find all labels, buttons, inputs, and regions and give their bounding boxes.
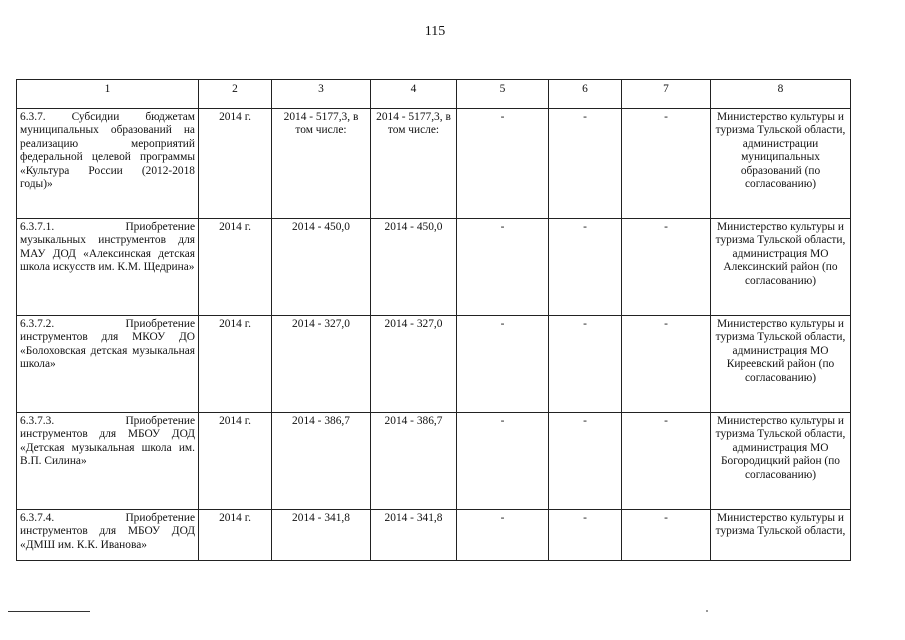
funding-source-cell: 2014 - 341,8 bbox=[371, 510, 457, 561]
executor-cell: Министерство культуры и туризма Тульской области, администрация МО Киреевский район (по согласованию) bbox=[711, 316, 851, 413]
funding-cell: - bbox=[622, 316, 711, 413]
program-table bbox=[16, 79, 851, 561]
funding-cell: - bbox=[549, 413, 622, 510]
funding-cell: - bbox=[622, 109, 711, 219]
funding-source-cell: 2014 - 5177,3, в том числе: bbox=[371, 109, 457, 219]
period-cell: 2014 г. bbox=[199, 219, 272, 316]
funding-source-cell: 2014 - 450,0 bbox=[371, 219, 457, 316]
table-row bbox=[17, 219, 851, 316]
table-row bbox=[17, 510, 851, 561]
funding-total-cell: 2014 - 450,0 bbox=[272, 219, 371, 316]
funding-cell: - bbox=[457, 413, 549, 510]
funding-source-cell: 2014 - 327,0 bbox=[371, 316, 457, 413]
period-cell: 2014 г. bbox=[199, 413, 272, 510]
funding-cell: - bbox=[457, 510, 549, 561]
measure-cell: 6.3.7.2. Приобретение инструментов для МКОУ ДО «Болоховская детская музыкальная школа» bbox=[17, 316, 199, 413]
funding-cell: - bbox=[457, 109, 549, 219]
column-header: 4 bbox=[371, 80, 457, 109]
table-row bbox=[17, 413, 851, 510]
funding-cell: - bbox=[622, 510, 711, 561]
measure-cell: 6.3.7.4. Приобретение инструментов для МБОУ ДОД «ДМШ им. К.К. Иванова» bbox=[17, 510, 199, 561]
measure-cell: 6.3.7.1. Приобретение музыкальных инструментов для МАУ ДОД «Алексинская детская школа искусств им. К.М. Щедрина» bbox=[17, 219, 199, 316]
table-row bbox=[17, 316, 851, 413]
column-header: 1 bbox=[17, 80, 199, 109]
period-cell: 2014 г. bbox=[199, 510, 272, 561]
executor-cell: Министерство культуры и туризма Тульской области, администрация МО Алексинский район (по согласованию) bbox=[711, 219, 851, 316]
funding-cell: - bbox=[622, 413, 711, 510]
column-header: 6 bbox=[549, 80, 622, 109]
funding-cell: - bbox=[622, 219, 711, 316]
funding-cell: - bbox=[549, 219, 622, 316]
funding-total-cell: 2014 - 341,8 bbox=[272, 510, 371, 561]
funding-cell: - bbox=[549, 316, 622, 413]
funding-cell: - bbox=[549, 109, 622, 219]
page-number: 115 bbox=[424, 24, 446, 39]
measure-cell: 6.3.7. Субсидии бюджетам муниципальных образований на реализацию мероприятий федеральной целевой программы «Культура России (2012-2018 годы)» bbox=[17, 109, 199, 219]
executor-cell: Министерство культуры и туризма Тульской области, bbox=[711, 510, 851, 561]
table-row bbox=[17, 109, 851, 219]
funding-total-cell: 2014 - 386,7 bbox=[272, 413, 371, 510]
funding-total-cell: 2014 - 5177,3, в том числе: bbox=[272, 109, 371, 219]
scan-speck bbox=[706, 610, 708, 612]
period-cell: 2014 г. bbox=[199, 109, 272, 219]
funding-cell: - bbox=[457, 316, 549, 413]
funding-cell: - bbox=[549, 510, 622, 561]
column-header: 8 bbox=[711, 80, 851, 109]
executor-cell: Министерство культуры и туризма Тульской области, администрации муниципальных образований (по согласованию) bbox=[711, 109, 851, 219]
column-header: 7 bbox=[622, 80, 711, 109]
funding-source-cell: 2014 - 386,7 bbox=[371, 413, 457, 510]
funding-cell: - bbox=[457, 219, 549, 316]
funding-total-cell: 2014 - 327,0 bbox=[272, 316, 371, 413]
column-header: 2 bbox=[199, 80, 272, 109]
column-header: 5 bbox=[457, 80, 549, 109]
column-header: 3 bbox=[272, 80, 371, 109]
period-cell: 2014 г. bbox=[199, 316, 272, 413]
executor-cell: Министерство культуры и туризма Тульской области, администрация МО Богородицкий район (по согласованию) bbox=[711, 413, 851, 510]
measure-cell: 6.3.7.3. Приобретение инструментов для МБОУ ДОД «Детская музыкальная школа им. В.П. Силина» bbox=[17, 413, 199, 510]
header-row bbox=[17, 80, 851, 109]
footnote-separator bbox=[8, 611, 90, 612]
